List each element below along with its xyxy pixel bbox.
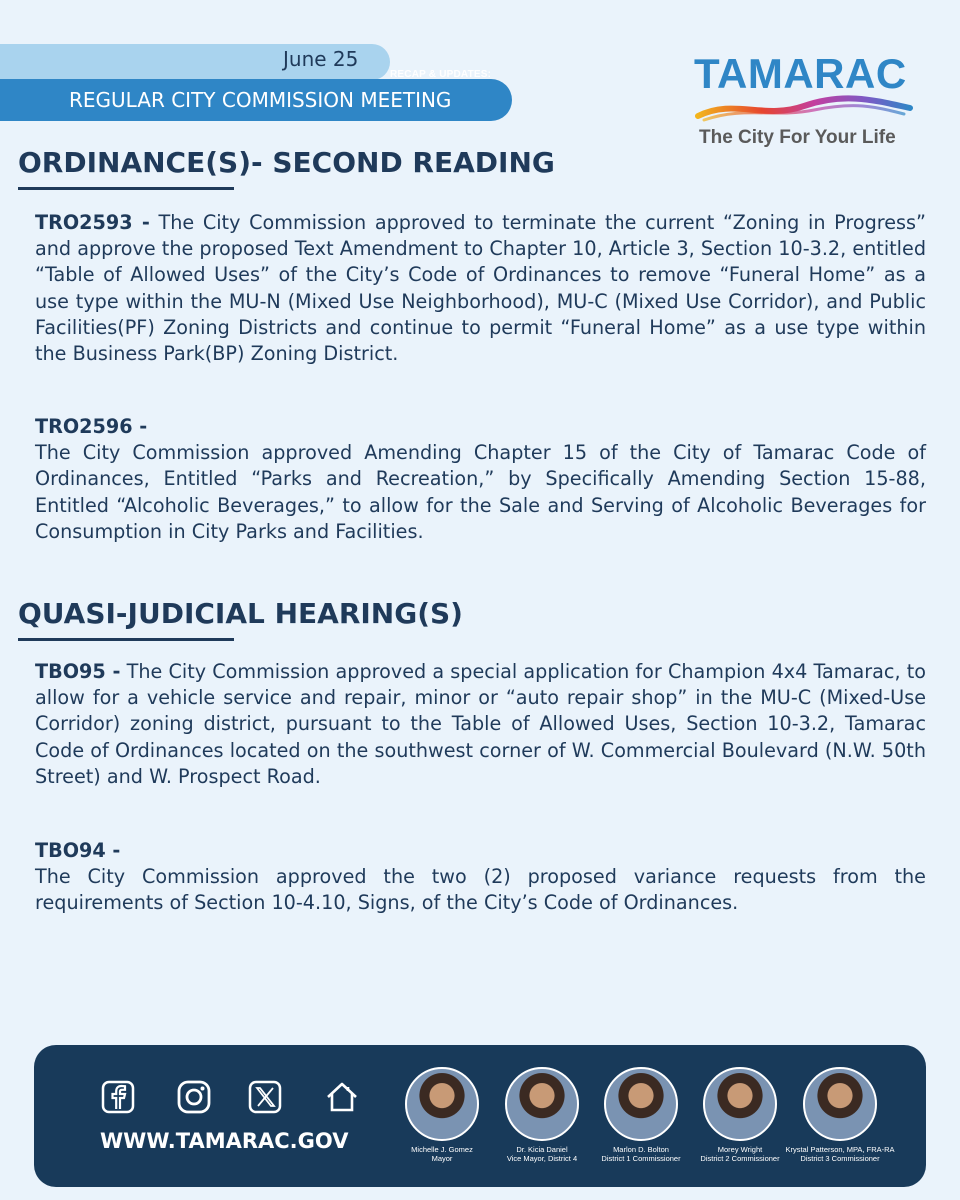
item-tbo95 (35, 659, 926, 790)
meeting-date: June 25 (283, 47, 359, 71)
item-tro2593 (35, 210, 926, 367)
item-text: The City Commission approved a special application for Champion 4x4 Tamarac, to allow for a vehicle service and repair, minor or “auto repair shop” in the MU-C (Mixed-Use Corridor) zoning district, pursuant to the Table of Allowed Uses, Section 10-3.2, Tamarac Code of Ordinances located on the southwest corner of W. Commercial Boulevard (N.W. 50th Street) and W. Prospect Road. (35, 660, 926, 788)
recap-label: RECAP & UPDATES: (390, 69, 492, 80)
section-title-quasi-judicial: QUASI-JUDICIAL HEARING(S) (18, 597, 463, 630)
section-divider (18, 187, 234, 190)
commissioner-role: Vice Mayor, District 4 (506, 1154, 578, 1163)
section-title-ordinances: ORDINANCE(S)- SECOND READING (18, 146, 555, 179)
home-icon[interactable] (324, 1079, 360, 1115)
commissioner-name: Morey Wright (717, 1145, 763, 1154)
logo-swoosh-icon (694, 94, 914, 122)
footer-panel (34, 1045, 926, 1187)
commissioner-role: District 1 Commissioner (601, 1154, 681, 1163)
section-divider (18, 638, 234, 641)
x-icon[interactable] (247, 1079, 283, 1115)
commissioner-name: Marlon D. Bolton (613, 1145, 669, 1154)
item-code: TRO2593 - (35, 211, 150, 234)
commissioner-name: Michelle J. Gomez (411, 1145, 473, 1154)
item-code: TRO2596 - (35, 415, 148, 438)
item-text: The City Commission approved to terminate the current “Zoning in Progress” and approve the proposed Text Amendment to Chapter 10, Article 3, Section 10-3.2, entitled “Table of Allowed Uses” of the City’s Code of Ordinances to remove “Funeral Home” as a use type within the MU-N (Mixed Use Neighborhood), MU-C (Mixed Use Corridor), and Public Facilities(PF) Zoning Districts and continue to permit “Funeral Home” as a use type within the Business Park(BP) Zoning District. (35, 211, 926, 366)
item-text: The City Commission approved Amending Chapter 15 of the City of Tamarac Code of Ordinances, Entitled “Parks and Recreation,” by Specifically Amending Section 15-88, Entitled “Alcoholic Beverages,” to allow for the Sale and Serving of Alcoholic Beverages for Consumption in City Parks and Facilities. (35, 441, 926, 543)
avatar (803, 1067, 877, 1141)
tamarac-logo-wordmark: TAMARAC (694, 50, 907, 97)
item-code: TBO95 - (35, 660, 121, 683)
commissioner-role: District 3 Commissioner (800, 1154, 880, 1163)
commissioner-name: Dr. Kicia Daniel (516, 1145, 568, 1154)
commissioner-card (765, 1067, 915, 1163)
item-tro2596 (35, 414, 926, 545)
instagram-icon[interactable] (176, 1079, 212, 1115)
commissioner-name: Krystal Patterson, MPA, FRA-RA (785, 1145, 895, 1154)
item-code: TBO94 - (35, 839, 121, 862)
facebook-icon[interactable] (100, 1079, 136, 1115)
meeting-title: REGULAR CITY COMMISSION MEETING (69, 88, 452, 112)
commissioner-role: Mayor (431, 1154, 453, 1163)
item-tbo94 (35, 838, 926, 917)
logo-tagline: The City For Your Life (699, 127, 896, 148)
website-link[interactable]: WWW.TAMARAC.GOV (100, 1129, 349, 1153)
item-text: The City Commission approved the two (2) proposed variance requests from the requirements of Section 10-4.10, Signs, of the City’s Code of Ordinances. (35, 865, 926, 915)
commissioner-role: District 2 Commissioner (700, 1154, 780, 1163)
